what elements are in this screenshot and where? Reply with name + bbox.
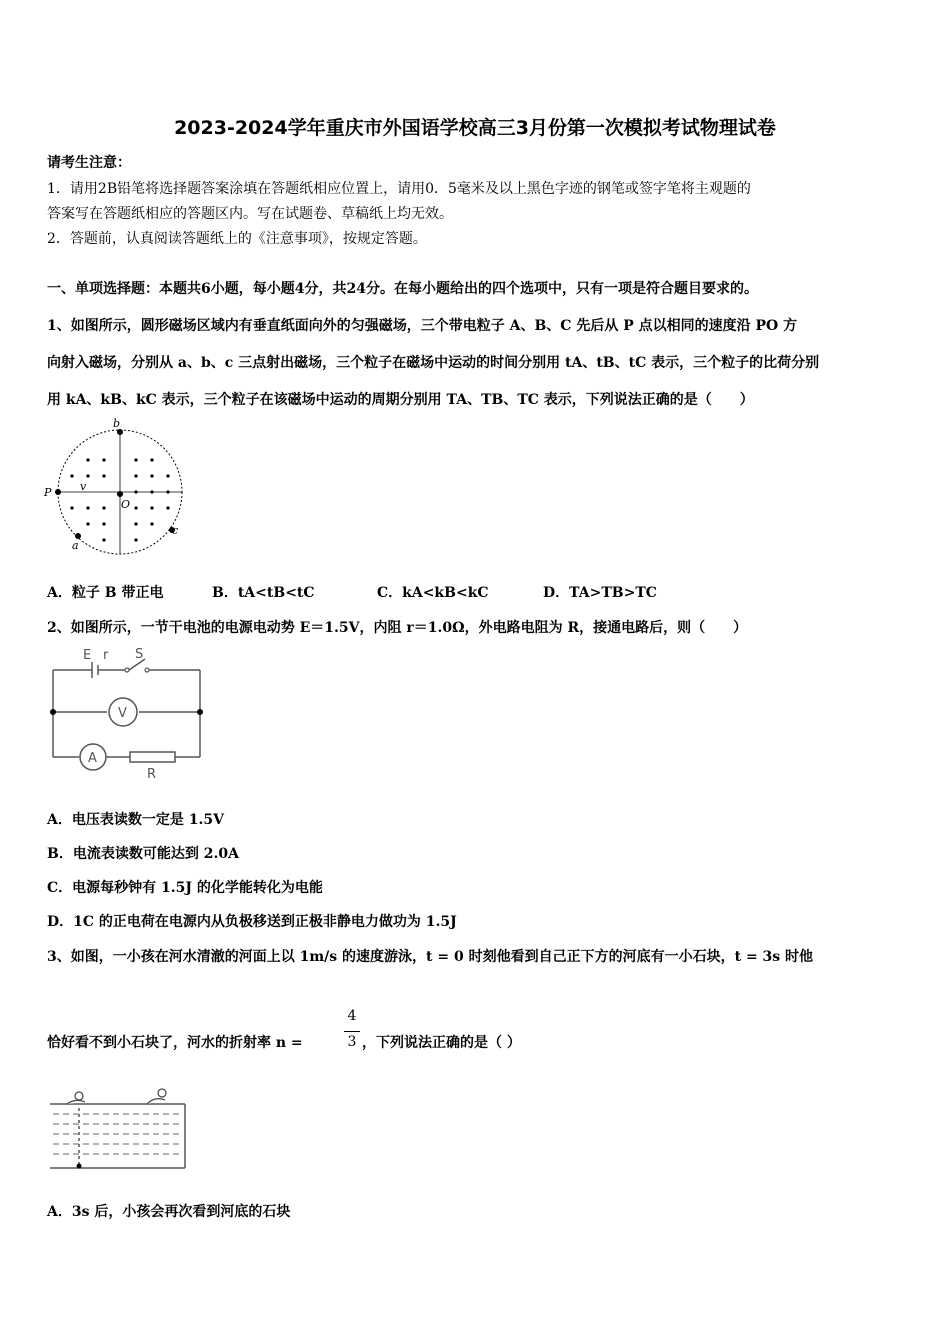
circuit-figure [45,645,210,785]
page-title: 2023-2024学年重庆市外国语学校高三3月份第一次模拟考试物理试卷 [174,117,776,139]
q2-option-a: A．电压表读数一定是 1.5V [47,812,224,828]
label-r-internal: r [103,648,109,663]
q3-stem-line-2-after: ，下列说法正确的是（ ） [362,1035,521,1051]
notice-heading: 请考生注意： [47,155,131,171]
q1-option-b: B．tA<tB<tC [212,585,315,601]
river-figure [45,1088,190,1173]
label-b: b [113,417,121,430]
q3-stem-line-1: 3、如图，一小孩在河水清澈的河面上以 1m/s 的速度游泳，t = 0 时刻他看到自己正下方的河底有一小石块，t = 3s 时他 [47,949,814,965]
notice-item-1-line-1: 1．请用2B铅笔将选择题答案涂填在答题纸相应位置上，请用0．5毫米及以上黑色字迹的钢笔或签字笔将主观题的 [47,181,751,197]
notice-item-2: 2．答题前，认真阅读答题纸上的《注意事项》，按规定答题。 [47,231,427,247]
section-heading: 一、单项选择题：本题共6小题，每小题4分，共24分。在每小题给出的四个选项中，只有一项是符合题目要求的。 [47,281,758,297]
label-ammeter: A [88,751,97,766]
label-voltmeter: V [118,706,127,721]
q2-stem: 2、如图所示，一节干电池的电源电动势 E＝1.5V，内阻 r＝1.0Ω，外电路电阻为 R，接通电路后，则（ ） [47,620,748,636]
q1-stem-line-3: 用 kA、kB、kC 表示，三个粒子在该磁场中运动的周期分别用 TA、TB、TC 表示，下列说法正确的是（ ） [47,392,754,408]
label-s: S [135,647,144,662]
label-e: E [83,648,92,663]
q2-option-b: B．电流表读数可能达到 2.0A [47,846,239,862]
fraction-numerator: 4 [347,1008,357,1024]
label-c: c [172,524,179,537]
q2-option-c: C．电源每秒钟有 1.5J 的化学能转化为电能 [47,880,323,896]
q1-option-c: C．kA<kB<kC [377,585,489,601]
fraction-bar [344,1031,360,1032]
label-p: P [44,486,52,499]
q1-option-a: A．粒子 B 带正电 [47,585,164,601]
fraction-denominator: 3 [347,1034,357,1050]
q1-stem-line-2: 向射入磁场，分别从 a、b、c 三点射出磁场，三个粒子在磁场中运动的时间分别用 tA、tB、tC 表示，三个粒子的比荷分别 [47,355,820,371]
q3-stem-line-2-before: 恰好看不到小石块了，河水的折射率 n = [47,1035,303,1051]
label-a: a [72,539,79,552]
magnetic-field-figure [40,412,200,562]
label-o: O [121,498,131,511]
label-v: v [80,480,87,493]
q2-option-d: D．1C 的正电荷在电源内从负极移送到正极非静电力做功为 1.5J [47,914,457,930]
notice-item-1-line-2: 答案写在答题纸相应的答题区内。写在试题卷、草稿纸上均无效。 [47,206,453,222]
q1-option-d: D．TA>TB>TC [543,585,657,601]
label-resistor: R [147,767,157,782]
q3-option-a: A．3s 后，小孩会再次看到河底的石块 [47,1204,291,1220]
q1-stem-line-1: 1、如图所示，圆形磁场区域内有垂直纸面向外的匀强磁场，三个带电粒子 A、B、C 先后从 P 点以相同的速度沿 PO 方 [47,318,798,334]
